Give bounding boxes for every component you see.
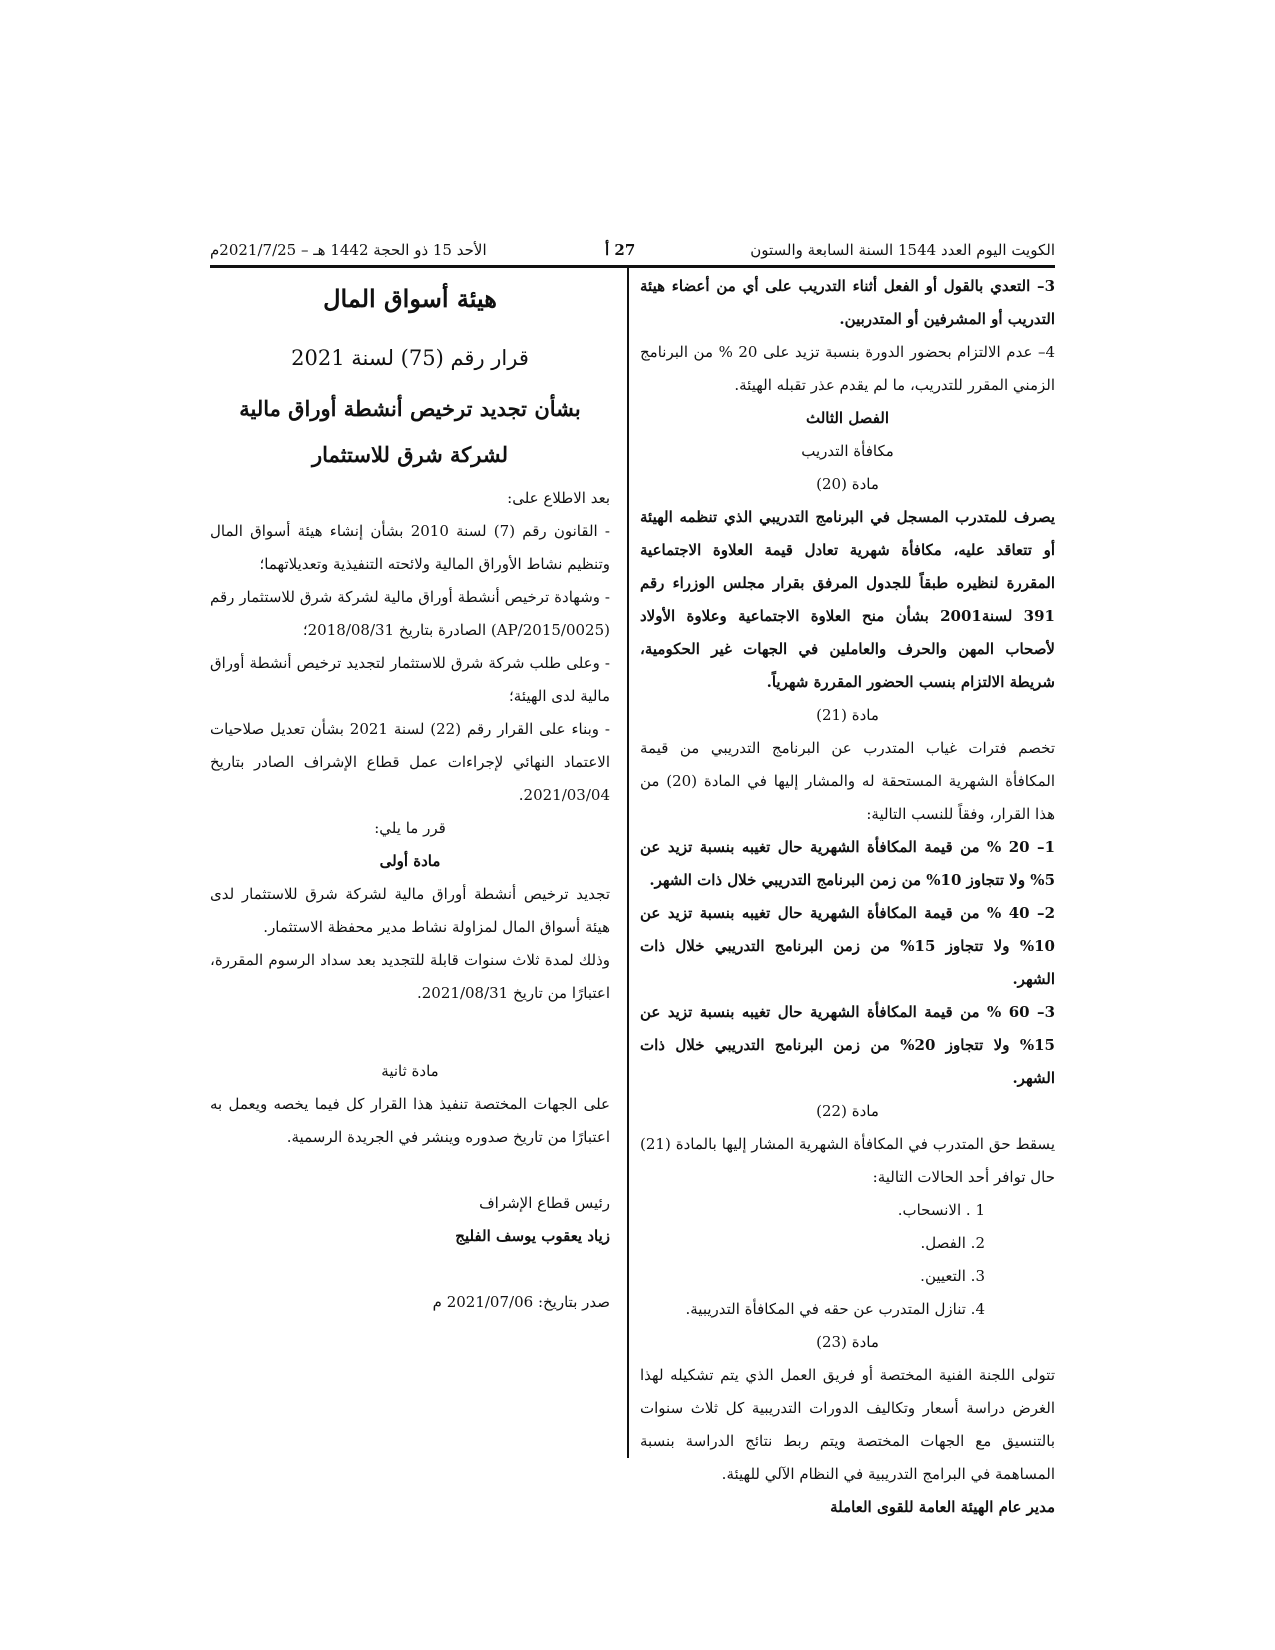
- article-1-text-2: وذلك لمدة ثلاث سنوات قابلة للتجديد بعد سداد الرسوم المقررة، اعتبارًا من تاريخ 2021/08/31.: [210, 951, 610, 1002]
- article-20-text: يصرف للمتدرب المسجل في البرنامج التدريبي الذي تنظمه الهيئة أو تتعاقد عليه، مكافأة شهرية تعادل قيمة العلاوة الاجتماعية المقررة لنظيره طبقاً للجدول المرفق بقرار مجلس الوزراء رقم 391 لسنة2001 بشأن منح العلاوة الاجتماعية وعلاوة الأولاد لأصحاب المهن والحرف والعاملين في الجهات غير الحكومية، شريطة الالتزام بنسب الحضور المقررة شهرياً.: [640, 508, 1055, 691]
- article-21-text: تخصم فترات غياب المتدرب عن البرنامج التدريبي من قيمة المكافأة الشهرية المستحقة له والمشار إليها في المادة (20) من هذا القرار، وفقاً للنسب التالية:: [640, 739, 1055, 823]
- article-22-text: يسقط حق المتدرب في المكافأة الشهرية المشار إليها بالمادة (21) حال توافر أحد الحالات التالية:: [640, 1135, 1055, 1186]
- preamble: بعد الاطلاع على:: [507, 489, 610, 507]
- article-22-list: [640, 1194, 1055, 1326]
- decision-title: قرار رقم (75) لسنة 2021: [291, 346, 529, 370]
- list-item: 4. تنازل المتدرب عن حقه في المكافأة التدريبية.: [685, 1300, 985, 1318]
- column-divider: [627, 268, 629, 1458]
- issue-date-line: صدر بتاريخ: 2021/07/06 م: [432, 1293, 610, 1311]
- right-column: [640, 270, 1055, 1524]
- article-21-item: 2– 40 % من قيمة المكافأة الشهرية حال تغيبه بنسبة تزيد عن 10% ولا تتجاوز 15% من زمن البرنامج التدريبي خلال ذات الشهر.: [640, 904, 1055, 988]
- article-23-heading: مادة (23): [816, 1333, 879, 1351]
- header-rule: [210, 265, 1055, 268]
- article-21-item: 3– 60 % من قيمة المكافأة الشهرية حال تغيبه بنسبة تزيد عن 15% ولا تتجاوز 20% من زمن البرنامج التدريبي خلال ذات الشهر.: [640, 1003, 1055, 1087]
- recital: - وشهادة ترخيص أنشطة أوراق مالية لشركة شرق للاستثمار رقم (AP/2015/0025) الصادرة بتاريخ 2018/08/31؛: [210, 588, 610, 639]
- article-1-heading: مادة أولى: [379, 852, 441, 870]
- issue-date: الأحد 15 ذو الحجة 1442 هـ – 2021/7/25م: [210, 241, 487, 259]
- gazette-issue-info: الكويت اليوم العدد 1544 السنة السابعة والستون: [750, 241, 1055, 259]
- list-item: 3. التعيين.: [920, 1267, 985, 1285]
- article-2-heading: مادة ثانية: [381, 1062, 439, 1080]
- chapter-title: مكافأة التدريب: [801, 442, 894, 460]
- chapter-heading: الفصل الثالث: [805, 409, 890, 427]
- article-23-text: تتولى اللجنة الفنية المختصة أو فريق العمل الذي يتم تشكيله لهذا الغرض دراسة أسعار وتكاليف الدورات التدريبية كل ثلاث سنوات بالتنسيق مع الجهات المختصة ويتم ربط نتائج الدراسة بنسبة المساهمة في البرامج التدريبية في النظام الآلي للهيئة.: [640, 1366, 1055, 1483]
- signature-title: مدير عام الهيئة العامة للقوى العاملة: [830, 1498, 1055, 1516]
- list-item: 1 . الانسحاب.: [897, 1201, 985, 1219]
- page-header: [210, 236, 1055, 264]
- recital: - وبناء على القرار رقم (22) لسنة 2021 بشأن تعديل صلاحيات الاعتماد النهائي لإجراءات عمل قطاع الإشراف الصادر بتاريخ 2021/03/04.: [210, 720, 610, 804]
- signer-title: رئيس قطاع الإشراف: [479, 1194, 610, 1212]
- article-21-heading: مادة (21): [816, 706, 879, 724]
- article-22-heading: مادة (22): [816, 1102, 879, 1120]
- item-3: 3– التعدي بالقول أو الفعل أثناء التدريب على أي من أعضاء هيئة التدريب أو المشرفين أو المتدربين.: [640, 277, 1055, 328]
- list-item: 2. الفصل.: [920, 1234, 985, 1252]
- authority-title: هيئة أسواق المال: [323, 284, 497, 313]
- article-2-text: على الجهات المختصة تنفيذ هذا القرار كل فيما يخصه ويعمل به اعتبارًا من تاريخ صدوره وينشر في الجريدة الرسمية.: [210, 1095, 610, 1146]
- recital: - القانون رقم (7) لسنة 2010 بشأن إنشاء هيئة أسواق المال وتنظيم نشاط الأوراق المالية ولائحته التنفيذية وتعديلاتهما؛: [210, 522, 610, 573]
- left-column: [210, 270, 610, 1319]
- item-4: 4– عدم الالتزام بحضور الدورة بنسبة تزيد على 20 % من البرنامج الزمني المقرر للتدريب، ما لم يقدم عذر تقبله الهيئة.: [640, 343, 1055, 394]
- recital: - وعلى طلب شركة شرق للاستثمار لتجديد ترخيص أنشطة أوراق مالية لدى الهيئة؛: [210, 654, 610, 705]
- page-number: 27 أ: [605, 241, 636, 259]
- decision-subject: بشأن تجديد ترخيص أنشطة أوراق مالية لشركة شرق للاستثمار: [239, 396, 581, 467]
- article-20-heading: مادة (20): [816, 475, 879, 493]
- article-21-item: 1– 20 % من قيمة المكافأة الشهرية حال تغيبه بنسبة تزيد عن 5% ولا تتجاوز 10% من زمن البرنامج التدريبي خلال ذات الشهر.: [640, 838, 1055, 889]
- signer-name: زياد يعقوب يوسف الفليج: [455, 1227, 610, 1245]
- decides-line: قرر ما يلي:: [374, 819, 446, 837]
- article-1-text: تجديد ترخيص أنشطة أوراق مالية لشركة شرق للاستثمار لدى هيئة أسواق المال لمزاولة نشاط مدير محفظة الاستثمار.: [210, 885, 610, 936]
